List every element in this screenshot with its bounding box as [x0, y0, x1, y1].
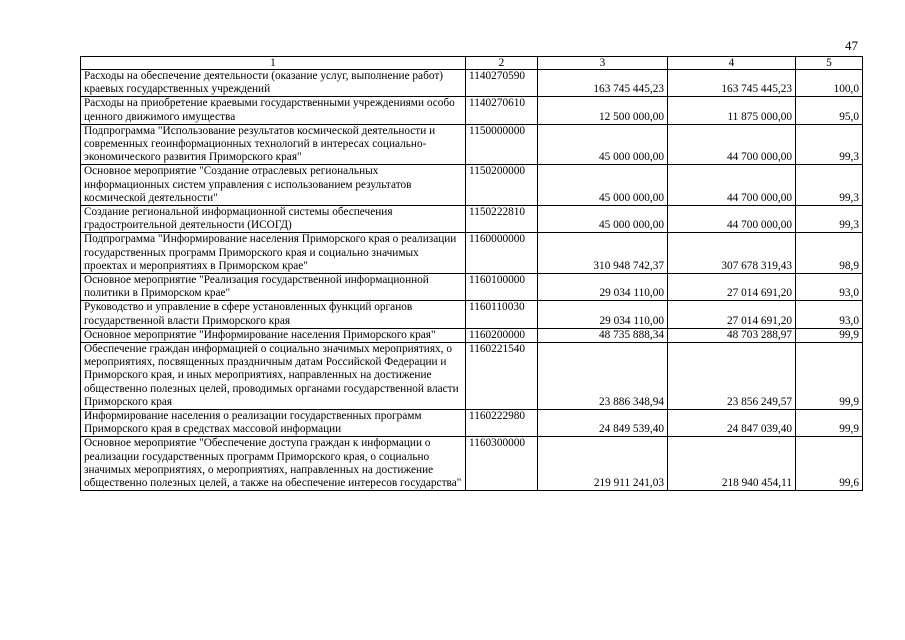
budget-table — [80, 56, 863, 491]
row-name-cell: Основное мероприятие "Информирование населения Приморского края" — [81, 328, 466, 342]
row-percent-cell: 95,0 — [796, 97, 863, 124]
row-name-cell: Подпрограмма "Использование результатов космической деятельности и современных геоинформационных технологий в интересах социально-экономического развития Приморского края" — [81, 124, 466, 165]
row-percent-cell: 99,3 — [796, 165, 863, 206]
row-code-cell: 1150200000 — [466, 165, 538, 206]
row-plan-cell: 29 034 110,00 — [538, 301, 668, 328]
column-header-1: 1 — [81, 57, 466, 70]
row-plan-cell: 48 735 888,34 — [538, 328, 668, 342]
row-plan-cell: 23 886 348,94 — [538, 343, 668, 410]
column-header-5: 5 — [796, 57, 863, 70]
table-body — [81, 57, 863, 491]
page-number: 47 — [845, 38, 858, 53]
row-code-cell: 1160110030 — [466, 301, 538, 328]
row-code-cell: 1160100000 — [466, 274, 538, 301]
row-code-cell: 1150000000 — [466, 124, 538, 165]
row-code-cell: 1140270590 — [466, 70, 538, 97]
row-percent-cell: 99,9 — [796, 343, 863, 410]
row-plan-cell: 310 948 742,37 — [538, 233, 668, 274]
row-plan-cell: 29 034 110,00 — [538, 274, 668, 301]
row-name-cell: Подпрограмма "Информирование населения Приморского края о реализации государственных программ Приморского края и социально значимых проектах и мероприятиях в Приморском крае" — [81, 233, 466, 274]
row-fact-cell: 218 940 454,11 — [668, 437, 796, 491]
table-row — [81, 410, 863, 437]
row-plan-cell: 45 000 000,00 — [538, 124, 668, 165]
table-row — [81, 343, 863, 410]
row-fact-cell: 27 014 691,20 — [668, 274, 796, 301]
row-fact-cell: 24 847 039,40 — [668, 410, 796, 437]
row-fact-cell: 307 678 319,43 — [668, 233, 796, 274]
table-row — [81, 328, 863, 342]
row-fact-cell: 44 700 000,00 — [668, 165, 796, 206]
row-plan-cell: 45 000 000,00 — [538, 165, 668, 206]
row-percent-cell: 93,0 — [796, 301, 863, 328]
row-code-cell: 1160222980 — [466, 410, 538, 437]
row-name-cell: Создание региональной информационной системы обеспечения градостроительной деятельности (ИСОГД) — [81, 206, 466, 233]
table-row — [81, 206, 863, 233]
row-percent-cell: 98,9 — [796, 233, 863, 274]
table-row — [81, 437, 863, 491]
table-row — [81, 70, 863, 97]
row-plan-cell: 163 745 445,23 — [538, 70, 668, 97]
column-header-4: 4 — [668, 57, 796, 70]
row-percent-cell: 93,0 — [796, 274, 863, 301]
row-percent-cell: 99,6 — [796, 437, 863, 491]
row-percent-cell: 99,3 — [796, 206, 863, 233]
row-fact-cell: 163 745 445,23 — [668, 70, 796, 97]
row-code-cell: 1160200000 — [466, 328, 538, 342]
row-fact-cell: 48 703 288,97 — [668, 328, 796, 342]
row-fact-cell: 27 014 691,20 — [668, 301, 796, 328]
table-row — [81, 124, 863, 165]
table-row — [81, 301, 863, 328]
row-name-cell: Основное мероприятие "Реализация государственной информационной политики в Приморском крае" — [81, 274, 466, 301]
row-name-cell: Расходы на обеспечение деятельности (оказание услуг, выполнение работ) краевых государственных учреждений — [81, 70, 466, 97]
table-row — [81, 97, 863, 124]
column-header-3: 3 — [538, 57, 668, 70]
row-name-cell: Информирование населения о реализации государственных программ Приморского края в средствах массовой информации — [81, 410, 466, 437]
table-row — [81, 274, 863, 301]
row-name-cell: Обеспечение граждан информацией о социально значимых мероприятиях, о мероприятиях, посвященных праздничным датам Российской Федерации и Приморского края, и иных мероприятиях, направленных на достижение общественно полезных целей, проводимых органами государственной власти Приморского края — [81, 343, 466, 410]
row-name-cell: Руководство и управление в сфере установленных функций органов государственной власти Приморского края — [81, 301, 466, 328]
row-code-cell: 1150222810 — [466, 206, 538, 233]
table-row — [81, 165, 863, 206]
row-percent-cell: 99,3 — [796, 124, 863, 165]
row-code-cell: 1160000000 — [466, 233, 538, 274]
row-fact-cell: 23 856 249,57 — [668, 343, 796, 410]
row-fact-cell: 11 875 000,00 — [668, 97, 796, 124]
row-fact-cell: 44 700 000,00 — [668, 206, 796, 233]
row-code-cell: 1160221540 — [466, 343, 538, 410]
row-plan-cell: 12 500 000,00 — [538, 97, 668, 124]
row-percent-cell: 99,9 — [796, 328, 863, 342]
row-percent-cell: 99,9 — [796, 410, 863, 437]
row-plan-cell: 219 911 241,03 — [538, 437, 668, 491]
row-plan-cell: 24 849 539,40 — [538, 410, 668, 437]
row-code-cell: 1140270610 — [466, 97, 538, 124]
row-plan-cell: 45 000 000,00 — [538, 206, 668, 233]
row-name-cell: Расходы на приобретение краевыми государственными учреждениями особо ценного движимого имущества — [81, 97, 466, 124]
column-header-2: 2 — [466, 57, 538, 70]
row-fact-cell: 44 700 000,00 — [668, 124, 796, 165]
row-name-cell: Основное мероприятие "Создание отраслевых региональных информационных систем управления с использованием результатов космической деятельности" — [81, 165, 466, 206]
row-code-cell: 1160300000 — [466, 437, 538, 491]
row-name-cell: Основное мероприятие "Обеспечение доступа граждан к информации о реализации государственных программ Приморского края, о социально значимых мероприятиях, о мероприятиях, направленных на достижение общественно полезных целей, а также на обеспечение интересов государства" — [81, 437, 466, 491]
row-percent-cell: 100,0 — [796, 70, 863, 97]
table-header-row — [81, 57, 863, 70]
table-row — [81, 233, 863, 274]
